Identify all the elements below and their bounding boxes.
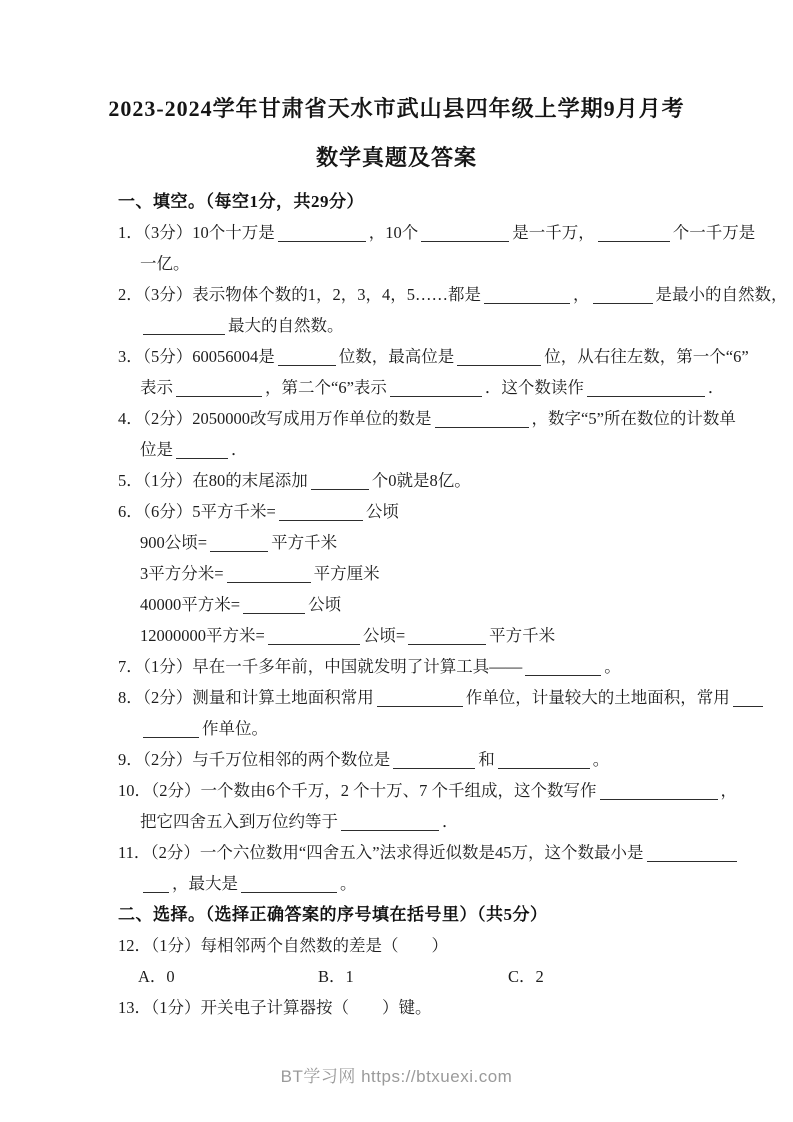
answer-blank [279,507,363,521]
answer-blank [143,724,199,738]
text-run: 3．（5分）60056004是 [118,347,275,366]
option-b: B．1 [318,967,354,986]
option-c: C．2 [508,967,544,986]
question-9-line-1 [118,744,683,775]
answer-blank [311,476,369,490]
question-6-line-2 [118,527,683,558]
question-6-line-5 [118,620,683,651]
text-run: 公顷 [365,502,399,521]
answer-blank [176,383,262,397]
answer-blank [268,631,360,645]
answer-blank [176,445,228,459]
answer-blank [143,879,169,893]
answer-blank [598,228,670,242]
text-run: 平方厘米 [313,564,380,583]
text-run: 作单位。 [202,719,268,738]
answer-blank [593,290,653,304]
question-13-line-1 [118,992,683,1023]
exam-title [0,0,793,182]
answer-blank [390,383,482,397]
question-12-options [118,961,683,992]
text-run: 3平方分米= [140,564,224,583]
exam-title-line1: 2023-2024学年甘肃省天水市武山县四年级上学期9月月考 [108,96,685,121]
text-run: 2．（3分）表示物体个数的1，2，3，4，5……都是 [118,285,481,304]
text-run: 12．（1分）每相邻两个自然数的差是（ ） [118,936,448,955]
question-1-line-1 [118,217,756,248]
text-run: 个一千万是 [672,223,756,242]
question-1-line-2 [118,248,683,279]
text-run: ． [707,378,725,397]
text-run: 和 [478,750,495,769]
text-run: ．这个数读作 [484,378,584,397]
question-6-line-3 [118,558,683,589]
text-run: 表示 [140,378,173,397]
text-run: 11．（2分）一个六位数用“四舍五入”法求得近似数是45万，这个数最小是 [118,843,644,862]
text-run: 5．（1分）在80的末尾添加 [118,471,308,490]
question-11-line-2 [118,868,683,899]
text-run: ， [573,285,590,304]
text-run: ， [720,781,737,800]
text-run: 平方千米 [271,533,338,552]
text-run: 位是 [140,440,173,459]
answer-blank [498,755,590,769]
text-run: 把它四舍五入到万位约等于 [140,812,338,831]
text-run: 二、选择。（选择正确答案的序号填在括号里）（共5分） [118,905,548,924]
text-run: ，最大是 [172,874,238,893]
answer-blank [421,228,509,242]
answer-blank [484,290,570,304]
answer-blank [647,848,737,862]
question-12-line-1 [118,930,683,961]
text-run: ，10个 [368,223,419,242]
text-run: 900公顷= [140,533,208,552]
answer-blank [600,786,718,800]
question-4-line-2 [118,434,683,465]
text-run: 40000平方米= [140,595,241,614]
answer-blank [243,600,305,614]
watermark-footer: BT学习网 https://btxuexi.com [280,1067,513,1086]
answer-blank [393,755,475,769]
text-run: 是一千万， [512,223,595,242]
answer-blank [241,879,337,893]
question-3-line-1 [118,341,749,372]
answer-blank [587,383,705,397]
answer-blank [278,352,336,366]
text-run: ，数字“5”所在数位的计数单 [531,409,736,428]
question-8-line-1 [118,682,730,713]
text-run: 作单位，计量较大的土地面积，常用 [465,688,730,707]
question-3-line-2 [118,372,725,403]
text-run: 10．（2分）一个数由6个千万，2 个十万、7 个千组成，这个数写作 [118,781,597,800]
question-11-line-1 [118,837,683,868]
text-run: 12000000平方米= [140,626,265,645]
text-run: 13．（1分）开关电子计算器按（ ）键。 [118,998,432,1017]
option-a: A．0 [138,967,175,986]
answer-blank [143,321,225,335]
text-run: 9．（2分）与千万位相邻的两个数位是 [118,750,391,769]
text-run: 公顷 [308,595,342,614]
question-5-line-1 [118,465,683,496]
text-run: 。 [340,874,357,893]
text-run: 一亿。 [140,254,190,273]
question-6-line-4 [118,589,683,620]
question-10-line-1 [118,775,737,806]
answer-blank [377,693,463,707]
exam-title-line2: 数学真题及答案 [315,145,477,170]
answer-blank [278,228,366,242]
answer-blank [457,352,541,366]
text-run: 平方千米 [489,626,556,645]
text-run: 公顷= [362,626,406,645]
answer-blank [210,538,268,552]
answer-blank [341,817,439,831]
text-run: 6．（6分）5平方千米= [118,502,276,521]
question-7-line-1 [118,651,683,682]
question-2-line-2 [118,310,683,341]
question-8-line-2 [118,713,683,744]
answer-blank [408,631,486,645]
question-6-line-1 [118,496,683,527]
text-run: 8．（2分）测量和计算土地面积常用 [118,688,374,707]
question-4-line-1 [118,403,736,434]
text-run: 位，从右往左数，第一个“6” [544,347,749,366]
text-run: ． [231,440,248,459]
text-run: 位数，最高位是 [338,347,455,366]
section-1-header [118,186,683,217]
text-run: 1．（3分）10个十万是 [118,223,275,242]
text-run: 是最小的自然数， [655,285,788,304]
text-run: ． [442,812,459,831]
answer-blank [227,569,311,583]
exam-body [0,186,793,1023]
question-10-line-2 [118,806,683,837]
text-run: 最大的自然数。 [228,316,344,335]
answer-blank [435,414,529,428]
answer-blank [733,693,763,707]
text-run: 7．（1分）早在一千多年前，中国就发明了计算工具—— [118,657,523,676]
text-run: 一、填空。（每空1分，共29分） [118,192,364,211]
section-2-header [118,899,683,930]
text-run: 。 [604,657,621,676]
answer-blank [525,662,601,676]
text-run: 4．（2分）2050000改写成用万作单位的数是 [118,409,432,428]
text-run: ，第二个“6”表示 [265,378,387,397]
text-run: 个0就是8亿。 [371,471,471,490]
text-run: 。 [592,750,610,769]
question-2-line-1 [118,279,788,310]
